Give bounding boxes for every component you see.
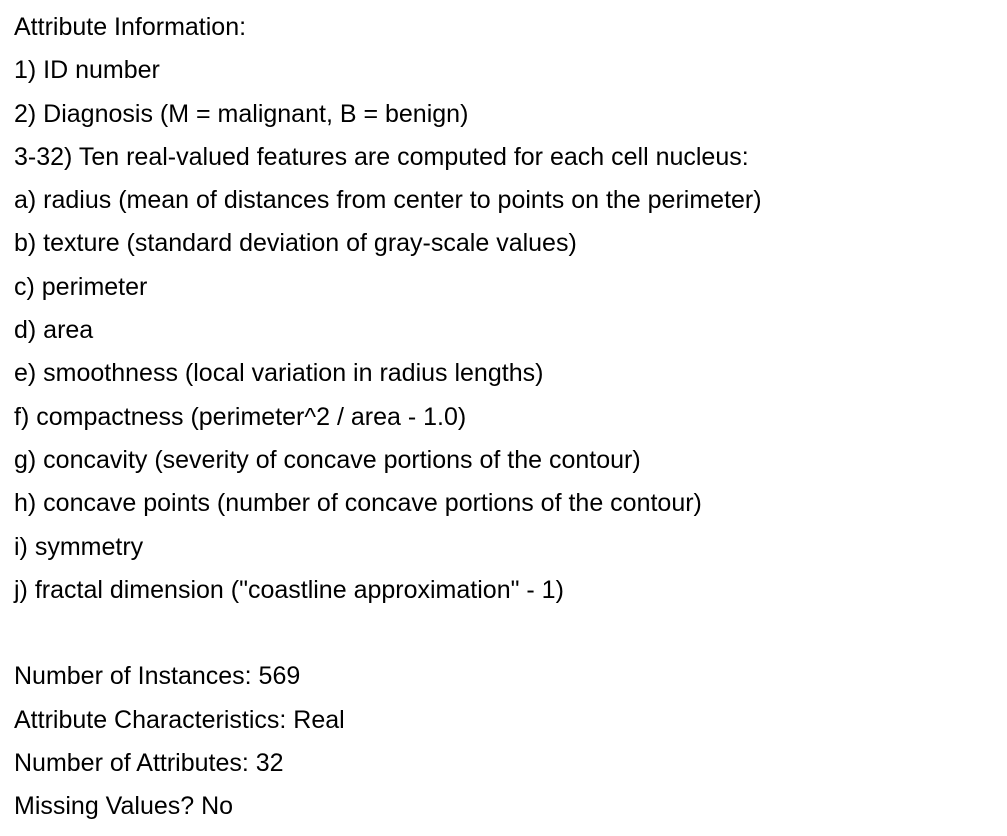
attribute-characteristics: Attribute Characteristics: Real xyxy=(14,705,345,734)
attribute-item-id-number: 1) ID number xyxy=(14,56,160,85)
feature-item-area: d) area xyxy=(14,316,94,345)
feature-item-texture: b) texture (standard deviation of gray-scale values) xyxy=(14,229,577,258)
blank-line xyxy=(14,612,994,655)
attribute-item-diagnosis: 2) Diagnosis (M = malignant, B = benign) xyxy=(14,99,469,128)
feature-item-concavity: g) concavity (severity of concave portions of the contour) xyxy=(14,445,641,474)
attribute-item-features-intro: 3-32) Ten real-valued features are computed for each cell nucleus: xyxy=(14,142,749,171)
feature-item-smoothness: e) smoothness (local variation in radius lengths) xyxy=(14,359,544,388)
feature-item-symmetry: i) symmetry xyxy=(14,532,144,561)
number-of-instances: Number of Instances: 569 xyxy=(14,662,301,691)
feature-item-fractal-dimension: j) fractal dimension ("coastline approximation" - 1) xyxy=(14,575,564,604)
feature-item-perimeter: c) perimeter xyxy=(14,272,148,301)
document-body xyxy=(14,6,994,829)
feature-item-concave-points: h) concave points (number of concave portions of the contour) xyxy=(14,489,702,518)
feature-item-radius: a) radius (mean of distances from center to points on the perimeter) xyxy=(14,186,762,215)
number-of-attributes: Number of Attributes: 32 xyxy=(14,749,284,778)
missing-values: Missing Values? No xyxy=(14,792,234,821)
feature-item-compactness: f) compactness (perimeter^2 / area - 1.0) xyxy=(14,402,467,431)
attribute-information-heading: Attribute Information: xyxy=(14,13,247,41)
